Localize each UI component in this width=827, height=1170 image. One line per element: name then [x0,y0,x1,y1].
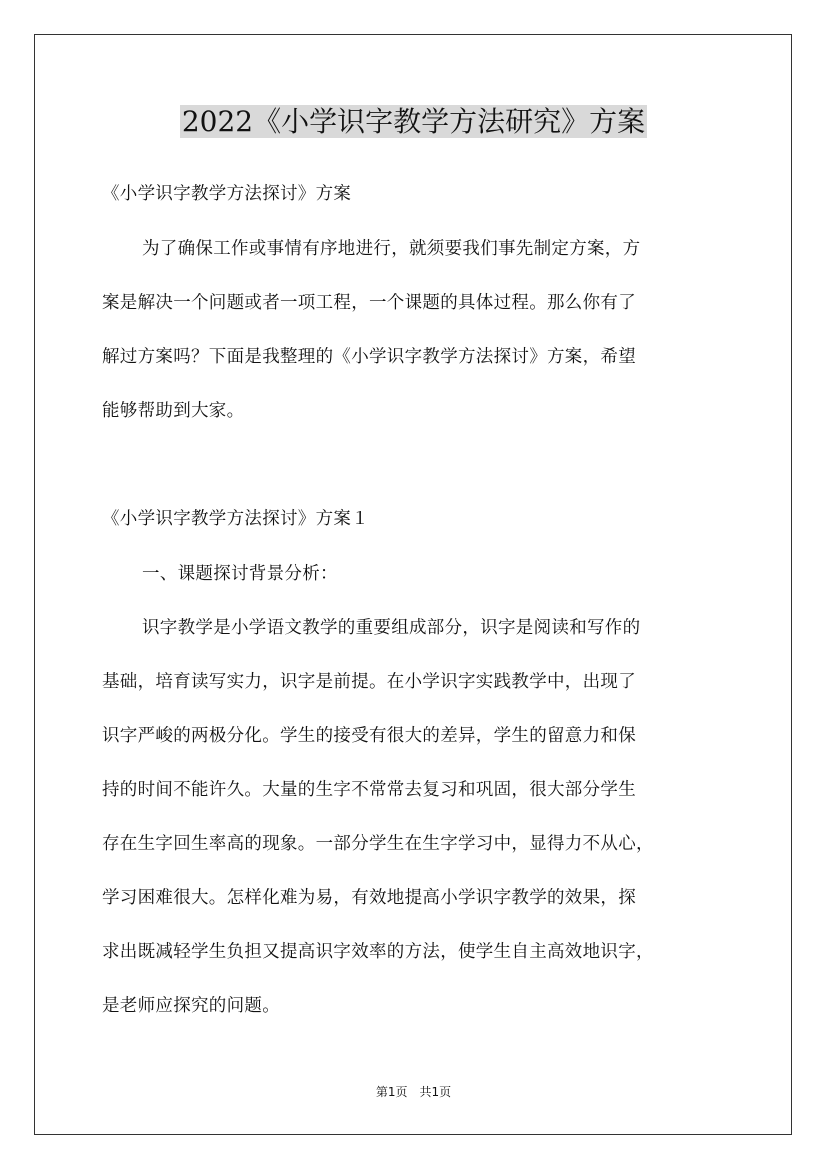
intro-line-4: 能够帮助到大家。 [102,401,245,421]
body-line-3: 识字严峻的两极分化。学生的接受有很大的差异，学生的留意力和保 [102,726,636,746]
intro-line-3: 解过方案吗？下面是我整理的《小学识字教学方法探讨》方案，希望 [102,347,636,367]
body-line-4: 持的时间不能许久。大量的生字不常常去复习和巩固，很大部分学生 [102,780,636,800]
body-line-8: 是老师应探究的问题。 [102,996,280,1016]
document-title [0,102,827,142]
body-line-7: 求出既减轻学生负担又提高识字效率的方法，使学生自主高效地识字， [102,942,654,962]
section-title: 《小学识字教学方法探讨》方案１ [102,509,369,529]
body-line-2: 基础，培育读写实力，识字是前提。在小学识字实践教学中，出现了 [102,672,636,692]
section-heading: 一、课题探讨背景分析： [142,564,338,584]
page-footer: 第1页 共1页 [375,1085,452,1099]
body-line-5: 存在生字回生率高的现象。一部分学生在生字学习中，显得力不从心， [102,834,654,854]
document-subtitle: 《小学识字教学方法探讨》方案 [102,184,352,204]
body-line-6: 学习困难很大。怎样化难为易，有效地提高小学识字教学的效果，探 [102,888,636,908]
intro-line-2: 案是解决一个问题或者一项工程，一个课题的具体过程。那么你有了 [102,293,636,313]
body-line-1: 识字教学是小学语文教学的重要组成部分，识字是阅读和写作的 [142,618,641,638]
intro-line-1: 为了确保工作或事情有序地进行，就须要我们事先制定方案，方 [142,239,641,259]
document-title-text: 2022《小学识字教学方法研究》方案 [181,105,646,138]
